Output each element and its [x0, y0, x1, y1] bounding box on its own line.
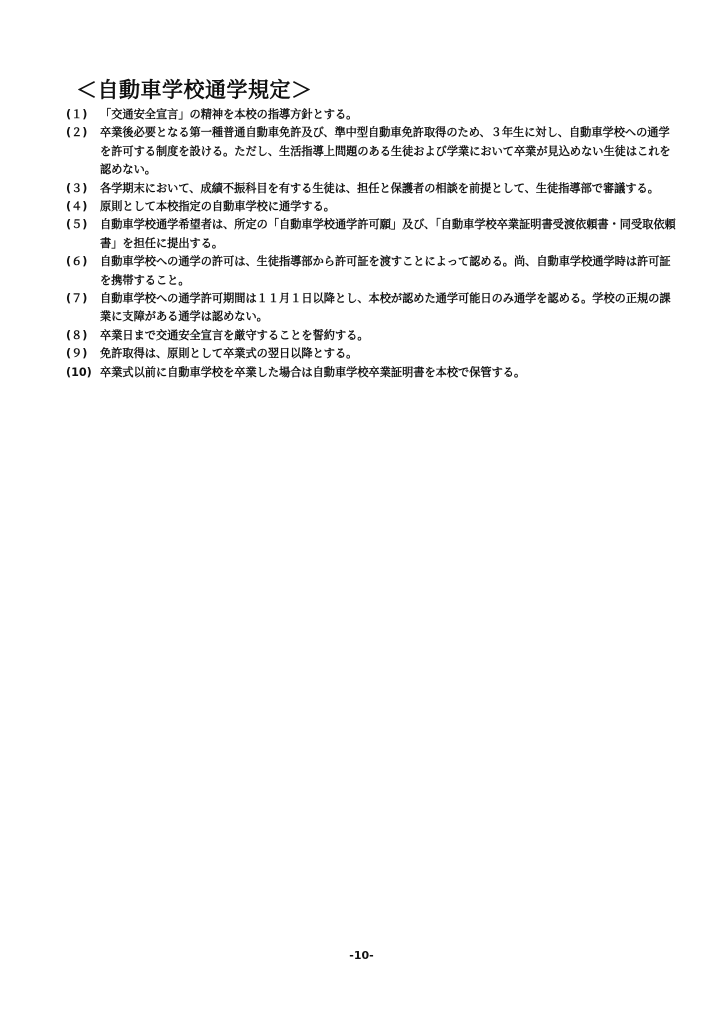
rule-text: 各学期末において、成績不振科目を有する生徒は、担任と保護者の相談を前提として、生徒指導部で審議する。 [100, 181, 659, 195]
rule-item [66, 327, 676, 345]
rule-number: (８) [66, 328, 88, 342]
rule-text: 卒業式以前に自動車学校を卒業した場合は自動車学校卒業証明書を本校で保管する。 [100, 365, 526, 379]
rule-item [66, 345, 676, 363]
rule-text: 原則として本校指定の自動車学校に通学する。 [100, 200, 335, 214]
document-title: ＜自動車学校通学規定＞ [76, 78, 313, 102]
rules-list [66, 106, 676, 382]
rule-item [66, 180, 676, 198]
rule-text: 自動車学校通学希望者は、所定の「自動車学校通学許可願」及び、「自動車学校卒業証明書受渡依頼書・同受取依頼書」を担任に提出する。 [100, 218, 676, 250]
rule-number: (５) [66, 218, 88, 232]
rule-text: 自動車学校への通学許可期間は１１月１日以降とし、本校が認めた通学可能日のみ通学を認める。学校の正規の課業に支障がある通学は認めない。 [100, 292, 671, 324]
rule-text: 自動車学校への通学の許可は、生徒指導部から許可証を渡すことによって認める。尚、自動車学校通学時は許可証を携帯すること。 [100, 255, 671, 287]
rule-number: (９) [66, 347, 88, 361]
rule-number: (４) [66, 200, 88, 214]
rule-text: 「交通安全宣言」の精神を本校の指導方針とする。 [100, 108, 358, 121]
rule-item [66, 290, 676, 327]
rule-item [66, 198, 676, 216]
rule-number: (７) [66, 292, 88, 306]
rule-number: (３) [66, 181, 88, 195]
rule-item [66, 216, 676, 253]
rule-number: (10) [66, 365, 92, 379]
rule-number: (６) [66, 255, 88, 269]
rule-text: 卒業後必要となる第一種普通自動車免許及び、準中型自動車免許取得のため、３年生に対し、自動車学校への通学を許可する制度を設ける。ただし、生活指導上問題のある生徒および学業において卒業が見込めない生徒はこれを認めない。 [100, 126, 671, 177]
page-number: -10- [349, 949, 374, 962]
rule-item [66, 124, 676, 179]
rule-number: (２) [66, 126, 88, 140]
rule-number: (１) [66, 108, 88, 121]
rule-item [66, 106, 676, 124]
rule-text: 免許取得は、原則として卒業式の翌日以降とする。 [100, 347, 358, 361]
rule-item [66, 364, 676, 382]
rule-text: 卒業日まで交通安全宣言を厳守することを誓約する。 [100, 328, 369, 342]
rule-item [66, 253, 676, 290]
